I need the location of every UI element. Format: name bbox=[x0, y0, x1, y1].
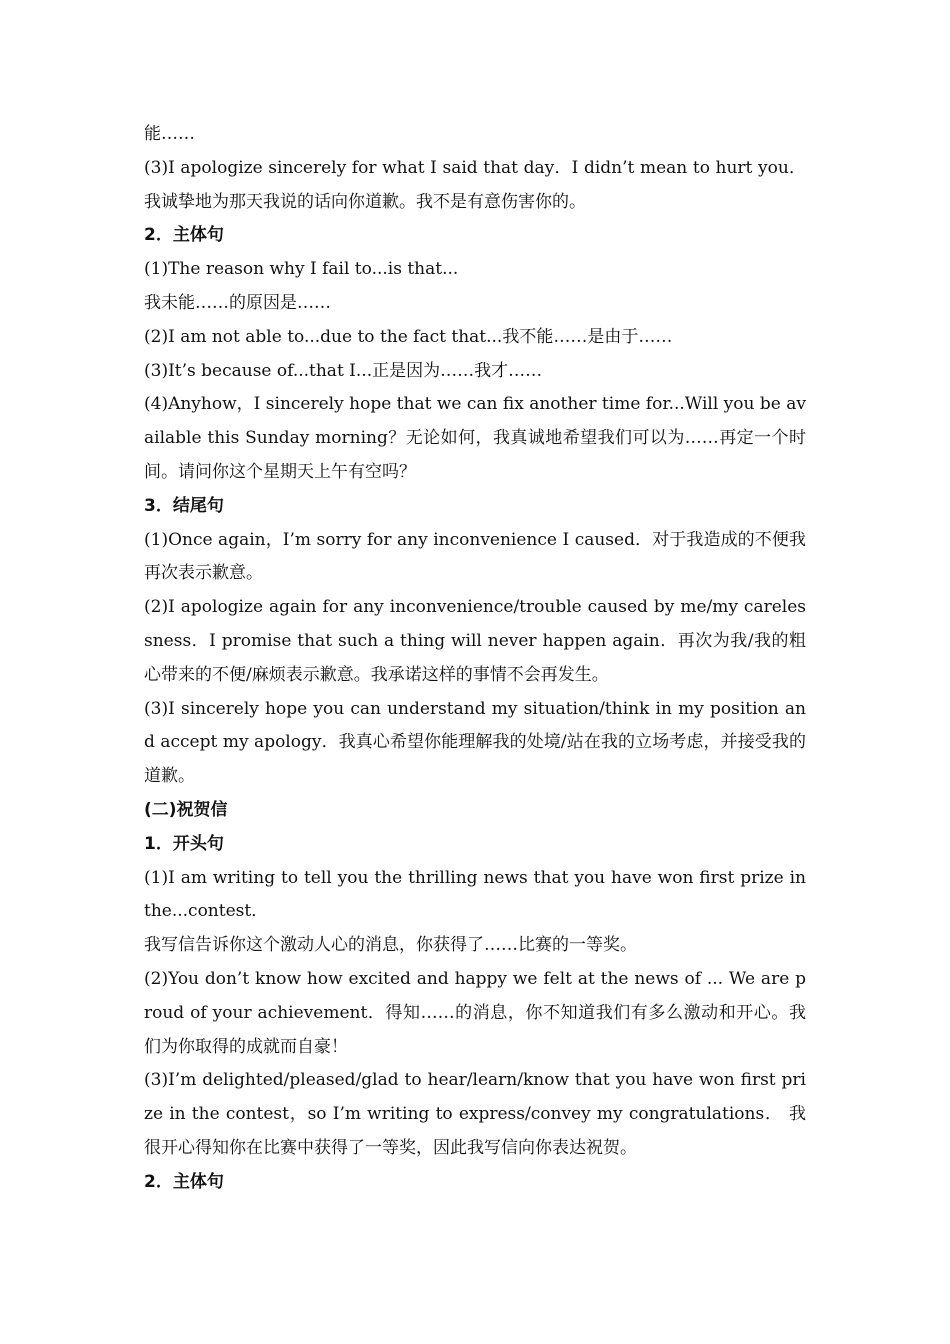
section-heading: 2．主体句 bbox=[144, 1171, 224, 1192]
document-page bbox=[144, 118, 806, 1200]
paragraph: (4)Anyhow，I sincerely hope that we can fix another time for...Will you be available this Sunday morning？无论如何，我真诚地希望我们可以为……再定一个时间。请问你这个星期天上午有空吗？ bbox=[144, 394, 806, 482]
paragraph: (1)I am writing to tell you the thrilling news that you have won first prize in the...contest． bbox=[144, 867, 806, 922]
paragraph: (1)Once again，I’m sorry for any inconvenience I caused．对于我造成的不便我再次表示歉意。 bbox=[144, 529, 806, 584]
paragraph: (3)It’s because of...that I...正是因为……我才…… bbox=[144, 360, 543, 381]
paragraph: (2)I apologize again for any inconvenience/trouble caused by me/my carelessness．I promise that such a thing will never happen again．再次为我/我的粗心带来的不便/麻烦表示歉意。我承诺这样的事情不会再发生。 bbox=[144, 597, 806, 685]
paragraph: (3)I sincerely hope you can understand my situation/think in my position and accept my apology．我真心希望你能理解我的处境/站在我的立场考虑，并接受我的道歉。 bbox=[144, 698, 806, 787]
paragraph: (3)I’m delighted/pleased/glad to hear/learn/know that you have won first prize in the contest，so I’m writing to express/convey my congratulations． 我很开心得知你在比赛中获得了一等奖，因此我写信向你表达祝贺。 bbox=[144, 1070, 806, 1158]
section-heading: 3．结尾句 bbox=[144, 495, 224, 516]
paragraph: (3)I apologize sincerely for what I said that day．I didn’t mean to hurt you．我诚挚地为那天我说的话向你道歉。我不是有意伤害你的。 bbox=[144, 157, 806, 212]
paragraph: (1)The reason why I fail to...is that... bbox=[144, 259, 459, 280]
section-heading: (二)祝贺信 bbox=[144, 799, 228, 820]
paragraph: (2)I am not able to...due to the fact that...我不能……是由于…… bbox=[144, 326, 673, 347]
paragraph: 我未能……的原因是…… bbox=[144, 292, 331, 313]
section-heading: 2．主体句 bbox=[144, 225, 224, 246]
text-line: 能…… bbox=[144, 124, 195, 144]
paragraph: 我写信告诉你这个激动人心的消息，你获得了……比赛的一等奖。 bbox=[144, 935, 637, 956]
paragraph: (2)You don’t know how excited and happy we felt at the news of ... We are proud of your achievement．得知……的消息，你不知道我们有多么激动和开心。我们为你取得的成就而自豪！ bbox=[144, 968, 806, 1057]
section-heading: 1．开头句 bbox=[144, 833, 224, 854]
